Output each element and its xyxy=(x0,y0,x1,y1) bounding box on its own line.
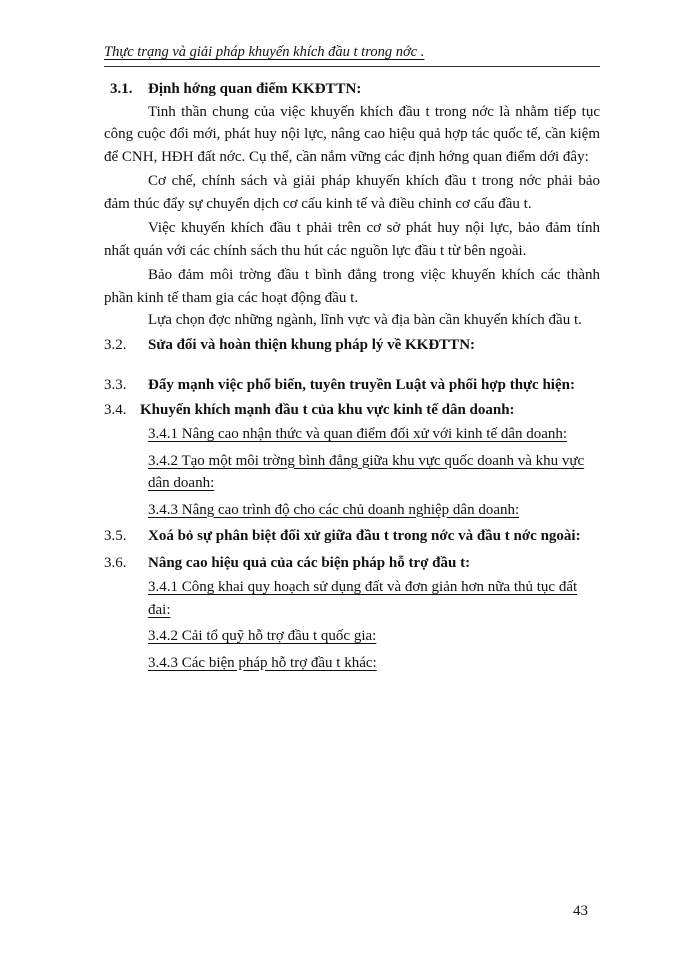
subsection-item: 3.4.2 Tạo một môi trờng bình đẳng giữa khu vực quốc doanh và khu vực dân doanh: xyxy=(148,452,585,491)
paragraph: Việc khuyến khích đầu t phải trên cơ sở phát huy nội lực, bảo đảm tính nhất quán với các chính sách thu hút các nguồn lực đầu t từ bên ngoài. xyxy=(104,220,600,259)
subsection-item: 3.4.3 Các biện pháp hỗ trợ đầu t khác: xyxy=(148,654,377,671)
subsection-item: 3.4.3 Nâng cao trình độ cho các chủ doanh nghiệp dân doanh: xyxy=(148,501,520,518)
section-3-3-heading xyxy=(104,374,600,397)
section-number: 3.6. xyxy=(104,554,127,571)
section-3-4-heading xyxy=(104,399,600,422)
subsection-item: 3.4.1 Công khai quy hoạch sử dụng đất và đơn giản hơn nữa thủ tục đất đai: xyxy=(148,579,578,618)
section-title: Xoá bỏ sự phân biệt đối xử giữa đầu t trong nớc và đầu t nớc ngoài: xyxy=(148,528,581,544)
page-number: 43 xyxy=(573,903,588,919)
section-3-6-heading xyxy=(104,552,600,575)
section-title: Định hớng quan điểm KKĐTTN: xyxy=(148,81,362,97)
section-number: 3.4. xyxy=(104,401,127,418)
section-3-1-heading xyxy=(110,78,600,101)
section-number: 3.1. xyxy=(110,81,133,97)
paragraph: Tinh thần chung của việc khuyến khích đầu t trong nớc là nhằm tiếp tục công cuộc đổi mới, phát huy nội lực, nâng cao hiệu quả hợp tác quốc tế, cần kiệm để CNH, HĐH đất nớc. Cụ thể, cần nắm vững các định hớng quan điểm dới đây: xyxy=(104,103,600,165)
paragraph: Bảo đảm môi trờng đầu t bình đẳng trong việc khuyến khích các thành phần kinh tế tham gia các hoạt động đầu t. xyxy=(104,267,600,306)
section-title: Khuyến khích mạnh đầu t của khu vực kinh tế dân doanh: xyxy=(140,401,515,418)
paragraph: Lựa chọn đợc những ngành, lĩnh vực và địa bàn cần khuyến khích đầu t. xyxy=(148,312,582,328)
section-3-5-heading xyxy=(104,525,600,548)
section-number: 3.2. xyxy=(104,336,127,353)
header-rule xyxy=(104,66,600,67)
section-number: 3.5. xyxy=(104,528,127,544)
subsection-item: 3.4.1 Nâng cao nhận thức và quan điểm đối xử với kinh tế dân doanh: xyxy=(148,426,568,442)
section-number: 3.3. xyxy=(104,377,127,393)
running-header: Thực trạng và giải pháp khuyến khích đầu t trong nớc . xyxy=(104,44,425,60)
section-3-2-heading xyxy=(104,334,600,357)
section-title: Sửa đổi và hoàn thiện khung pháp lý về KKĐTTN: xyxy=(148,336,476,353)
subsection-item: 3.4.2 Cải tổ quỹ hỗ trợ đầu t quốc gia: xyxy=(148,628,377,644)
section-title: Nâng cao hiệu quả của các biện pháp hỗ trợ đầu t: xyxy=(148,554,471,571)
document-body xyxy=(104,78,600,674)
paragraph: Cơ chế, chính sách và giải pháp khuyến khích đầu t trong nớc phải bảo đảm thúc đẩy sự chuyển dịch cơ cấu kinh tế và điều chỉnh cơ cấu đầu t. xyxy=(104,173,600,212)
section-title: Đẩy mạnh việc phổ biến, tuyên truyền Luật và phối hợp thực hiện: xyxy=(148,377,575,393)
